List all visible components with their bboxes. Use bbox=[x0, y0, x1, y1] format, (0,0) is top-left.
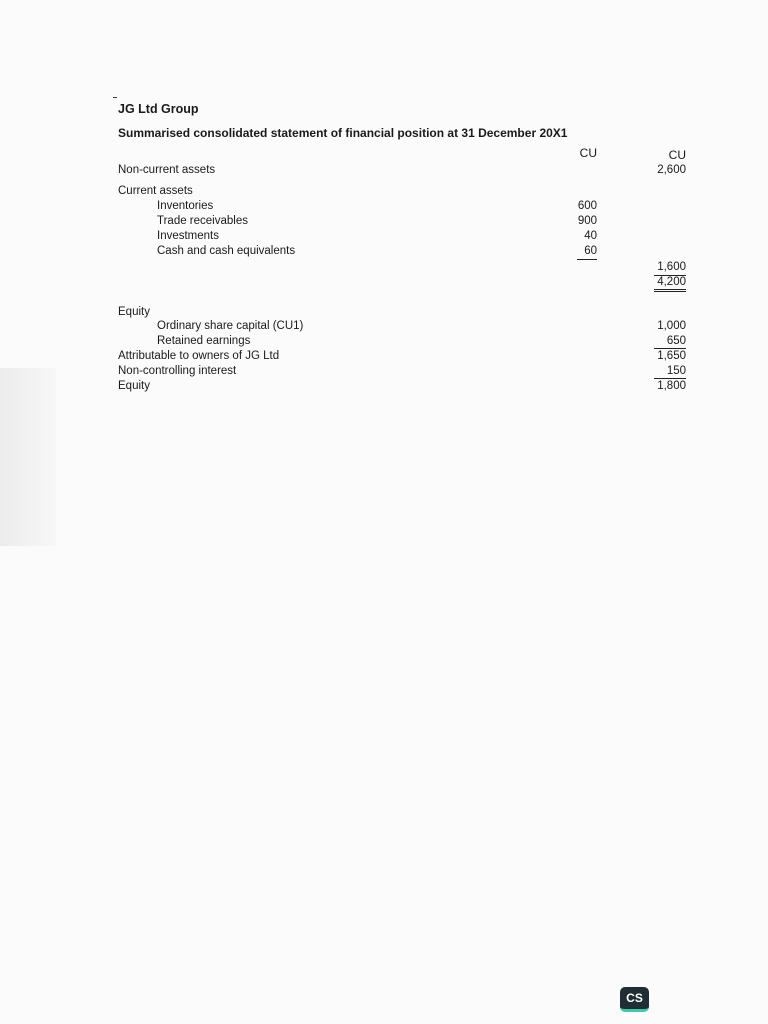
row-label-share-capital: Ordinary share capital (CU1) bbox=[157, 320, 304, 332]
value-nci: 150 bbox=[666, 365, 686, 377]
row-label-inventories: Inventories bbox=[157, 200, 214, 212]
row-label-investments: Investments bbox=[157, 230, 219, 242]
value-non-current-assets: 2,600 bbox=[657, 164, 686, 176]
value-investments: 40 bbox=[584, 230, 597, 242]
column-header-cu-2: CU bbox=[668, 148, 686, 162]
value-trade-receivables: 900 bbox=[577, 215, 597, 227]
value-cash: 60 bbox=[577, 244, 597, 260]
value-attributable: 1,650 bbox=[654, 348, 686, 363]
logo-text: CS bbox=[626, 991, 643, 1005]
camscanner-logo-icon bbox=[620, 987, 649, 1012]
row-label-trade-receivables: Trade receivables bbox=[157, 215, 248, 227]
heading-current-assets: Current assets bbox=[118, 185, 193, 197]
row-label-cash: Cash and cash equivalents bbox=[157, 245, 296, 257]
statement-title: Summarised consolidated statement of financial position at 31 December 20X1 bbox=[118, 126, 568, 140]
value-share-capital: 1,000 bbox=[657, 320, 686, 332]
row-label-attributable: Attributable to owners of JG Ltd bbox=[118, 350, 280, 362]
heading-equity: Equity bbox=[118, 306, 150, 318]
value-equity-total: 1,800 bbox=[654, 378, 686, 393]
row-label-nci: Non-controlling interest bbox=[118, 365, 237, 377]
column-header-cu-1: CU bbox=[579, 146, 597, 160]
value-total-assets: 4,200 bbox=[654, 275, 686, 292]
row-label-retained-earnings: Retained earnings bbox=[157, 335, 251, 347]
value-inventories: 600 bbox=[577, 200, 597, 212]
value-retained-earnings: 650 bbox=[666, 335, 686, 347]
row-label-equity-total: Equity bbox=[118, 380, 150, 392]
row-label-non-current-assets: Non-current assets bbox=[118, 164, 216, 176]
scan-mark bbox=[113, 97, 117, 98]
value-current-assets-total: 1,600 bbox=[654, 260, 686, 276]
company-title: JG Ltd Group bbox=[118, 102, 199, 116]
